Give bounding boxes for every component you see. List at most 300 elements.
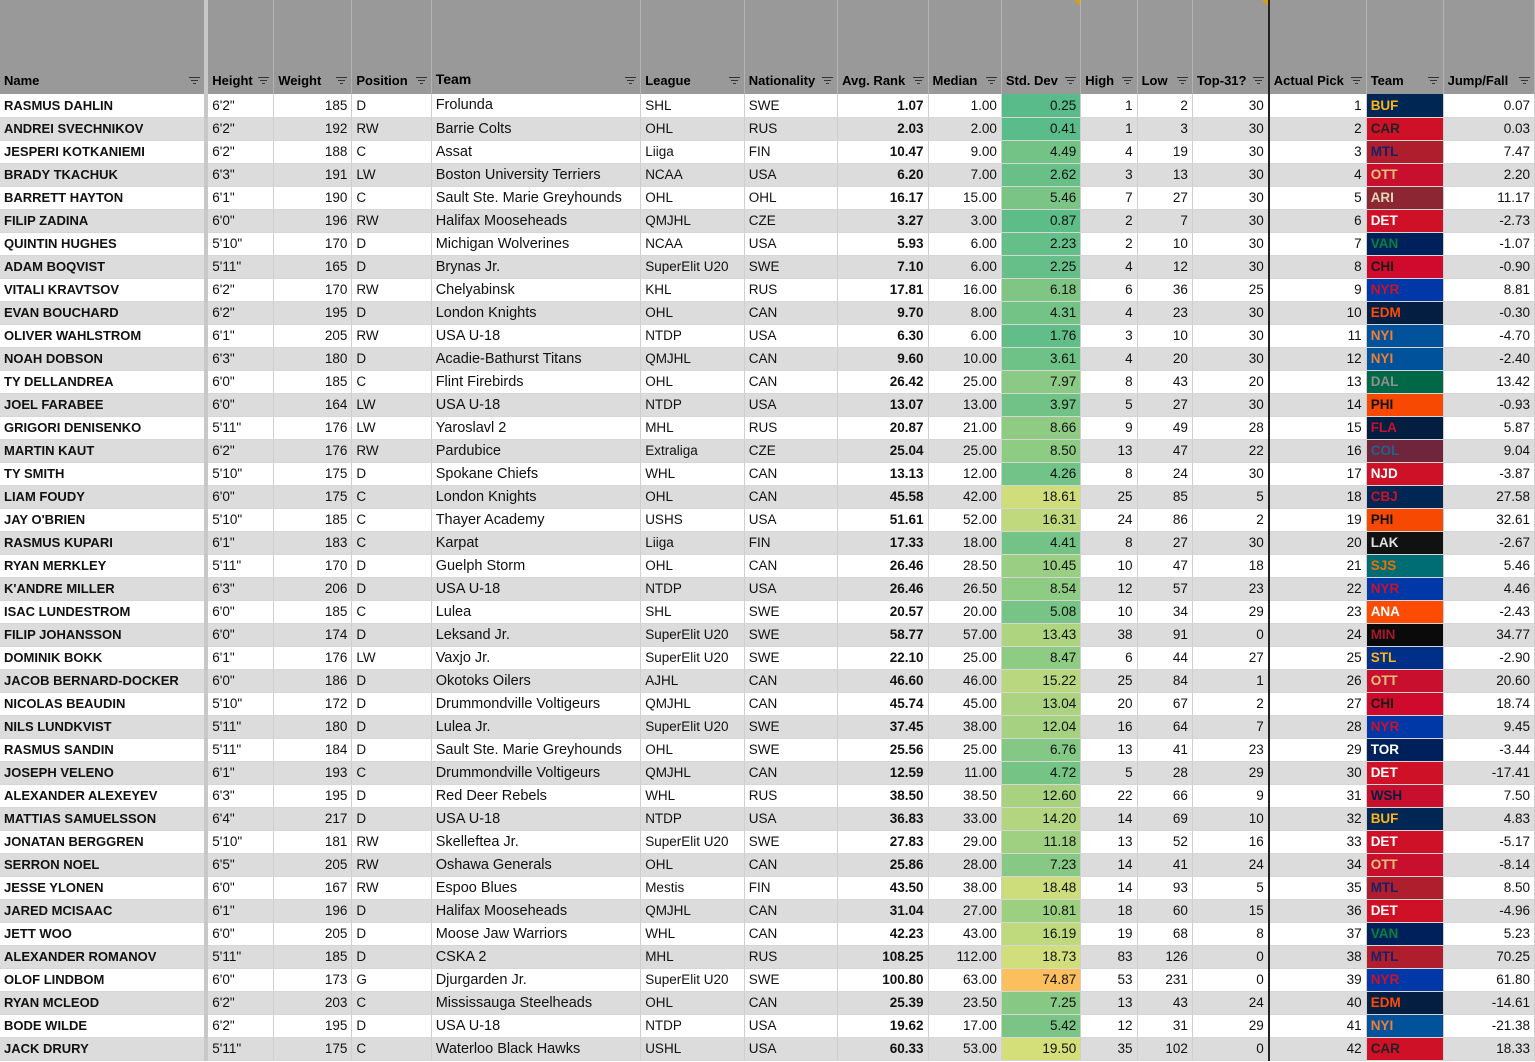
filter-icon[interactable] xyxy=(729,77,740,85)
cell-name[interactable]: RYAN MCLEOD xyxy=(0,991,206,1014)
cell-nationality[interactable]: USA xyxy=(744,163,837,186)
cell-team[interactable]: Drummondville Voltigeurs xyxy=(431,692,640,715)
cell-name[interactable]: FILIP JOHANSSON xyxy=(0,623,206,646)
table-row[interactable] xyxy=(0,692,1535,715)
cell-top31[interactable]: 30 xyxy=(1192,163,1268,186)
cell-avg-rank[interactable]: 17.81 xyxy=(838,278,928,301)
cell-low[interactable]: 52 xyxy=(1137,830,1192,853)
cell-position[interactable]: D xyxy=(352,94,431,117)
cell-top31[interactable]: 30 xyxy=(1192,255,1268,278)
cell-team[interactable]: Moose Jaw Warriors xyxy=(431,922,640,945)
cell-weight[interactable]: 176 xyxy=(274,416,352,439)
cell-nationality[interactable]: CAN xyxy=(744,554,837,577)
table-row[interactable] xyxy=(0,1014,1535,1037)
cell-league[interactable]: NTDP xyxy=(641,1014,745,1037)
cell-std-dev[interactable]: 8.50 xyxy=(1001,439,1080,462)
column-header-name[interactable] xyxy=(0,0,206,94)
cell-high[interactable]: 3 xyxy=(1081,324,1137,347)
cell-high[interactable]: 8 xyxy=(1081,531,1137,554)
table-row[interactable] xyxy=(0,577,1535,600)
cell-name[interactable]: K'ANDRE MILLER xyxy=(0,577,206,600)
cell-weight[interactable]: 186 xyxy=(274,669,352,692)
cell-nhl-team[interactable]: DAL xyxy=(1366,370,1443,393)
cell-team[interactable]: Barrie Colts xyxy=(431,117,640,140)
cell-avg-rank[interactable]: 36.83 xyxy=(838,807,928,830)
cell-height[interactable]: 6'0" xyxy=(206,370,273,393)
cell-position[interactable]: D xyxy=(352,669,431,692)
cell-league[interactable]: USHS xyxy=(641,508,745,531)
cell-nhl-team[interactable]: CHI xyxy=(1366,692,1443,715)
cell-high[interactable]: 13 xyxy=(1081,830,1137,853)
cell-low[interactable]: 36 xyxy=(1137,278,1192,301)
cell-std-dev[interactable]: 2.62 xyxy=(1001,163,1080,186)
cell-league[interactable]: QMJHL xyxy=(641,761,745,784)
cell-avg-rank[interactable]: 1.07 xyxy=(838,94,928,117)
table-row[interactable] xyxy=(0,761,1535,784)
cell-top31[interactable]: 0 xyxy=(1192,1037,1268,1060)
cell-high[interactable]: 12 xyxy=(1081,1014,1137,1037)
cell-position[interactable]: C xyxy=(352,140,431,163)
cell-height[interactable]: 6'0" xyxy=(206,968,273,991)
cell-avg-rank[interactable]: 58.77 xyxy=(838,623,928,646)
cell-top31[interactable]: 0 xyxy=(1192,945,1268,968)
cell-top31[interactable]: 24 xyxy=(1192,991,1268,1014)
cell-jump-fall[interactable]: 5.46 xyxy=(1443,554,1534,577)
cell-weight[interactable]: 205 xyxy=(274,853,352,876)
table-row[interactable] xyxy=(0,163,1535,186)
cell-league[interactable]: NTDP xyxy=(641,393,745,416)
cell-actual-pick[interactable]: 6 xyxy=(1269,209,1366,232)
cell-position[interactable]: D xyxy=(352,899,431,922)
cell-high[interactable]: 13 xyxy=(1081,738,1137,761)
cell-nhl-team[interactable]: NYI xyxy=(1366,347,1443,370)
cell-median[interactable]: 25.00 xyxy=(928,738,1001,761)
cell-median[interactable]: 42.00 xyxy=(928,485,1001,508)
cell-position[interactable]: RW xyxy=(352,439,431,462)
cell-avg-rank[interactable]: 108.25 xyxy=(838,945,928,968)
cell-nationality[interactable]: USA xyxy=(744,1014,837,1037)
cell-weight[interactable]: 205 xyxy=(274,324,352,347)
cell-avg-rank[interactable]: 6.20 xyxy=(838,163,928,186)
cell-weight[interactable]: 190 xyxy=(274,186,352,209)
table-row[interactable] xyxy=(0,1037,1535,1060)
cell-height[interactable]: 6'0" xyxy=(206,922,273,945)
cell-low[interactable]: 68 xyxy=(1137,922,1192,945)
cell-league[interactable]: NCAA xyxy=(641,163,745,186)
cell-height[interactable]: 6'0" xyxy=(206,623,273,646)
cell-nationality[interactable]: CAN xyxy=(744,853,837,876)
cell-std-dev[interactable]: 7.25 xyxy=(1001,991,1080,1014)
cell-height[interactable]: 6'0" xyxy=(206,393,273,416)
cell-jump-fall[interactable]: -4.70 xyxy=(1443,324,1534,347)
cell-high[interactable]: 4 xyxy=(1081,347,1137,370)
cell-low[interactable]: 27 xyxy=(1137,531,1192,554)
cell-nhl-team[interactable]: STL xyxy=(1366,646,1443,669)
cell-nhl-team[interactable]: NYI xyxy=(1366,1014,1443,1037)
cell-low[interactable]: 20 xyxy=(1137,347,1192,370)
cell-team[interactable]: CSKA 2 xyxy=(431,945,640,968)
cell-nhl-team[interactable]: NYR xyxy=(1366,715,1443,738)
cell-position[interactable]: D xyxy=(352,784,431,807)
column-header-weight[interactable] xyxy=(274,0,352,94)
cell-team[interactable]: Frolunda xyxy=(431,94,640,117)
cell-height[interactable]: 6'3" xyxy=(206,577,273,600)
cell-median[interactable]: 10.00 xyxy=(928,347,1001,370)
cell-position[interactable]: LW xyxy=(352,163,431,186)
cell-top31[interactable]: 25 xyxy=(1192,278,1268,301)
cell-nationality[interactable]: USA xyxy=(744,1037,837,1060)
cell-top31[interactable]: 30 xyxy=(1192,140,1268,163)
cell-height[interactable]: 6'0" xyxy=(206,209,273,232)
cell-jump-fall[interactable]: 8.81 xyxy=(1443,278,1534,301)
cell-top31[interactable]: 20 xyxy=(1192,370,1268,393)
cell-nationality[interactable]: USA xyxy=(744,324,837,347)
cell-league[interactable]: OHL xyxy=(641,370,745,393)
cell-weight[interactable]: 165 xyxy=(274,255,352,278)
cell-avg-rank[interactable]: 13.13 xyxy=(838,462,928,485)
cell-high[interactable]: 1 xyxy=(1081,117,1137,140)
cell-position[interactable]: LW xyxy=(352,416,431,439)
cell-actual-pick[interactable]: 15 xyxy=(1269,416,1366,439)
cell-weight[interactable]: 183 xyxy=(274,531,352,554)
cell-position[interactable]: D xyxy=(352,255,431,278)
cell-jump-fall[interactable]: -2.67 xyxy=(1443,531,1534,554)
cell-weight[interactable]: 196 xyxy=(274,899,352,922)
cell-nationality[interactable]: CAN xyxy=(744,761,837,784)
cell-high[interactable]: 5 xyxy=(1081,761,1137,784)
cell-name[interactable]: SERRON NOEL xyxy=(0,853,206,876)
table-row[interactable] xyxy=(0,255,1535,278)
cell-jump-fall[interactable]: -0.90 xyxy=(1443,255,1534,278)
cell-high[interactable]: 16 xyxy=(1081,715,1137,738)
cell-low[interactable]: 231 xyxy=(1137,968,1192,991)
cell-high[interactable]: 3 xyxy=(1081,163,1137,186)
cell-weight[interactable]: 170 xyxy=(274,278,352,301)
cell-avg-rank[interactable]: 51.61 xyxy=(838,508,928,531)
cell-height[interactable]: 6'0" xyxy=(206,485,273,508)
table-row[interactable] xyxy=(0,853,1535,876)
cell-low[interactable]: 7 xyxy=(1137,209,1192,232)
cell-jump-fall[interactable]: 20.60 xyxy=(1443,669,1534,692)
filter-icon[interactable] xyxy=(986,77,997,85)
cell-high[interactable]: 7 xyxy=(1081,186,1137,209)
cell-height[interactable]: 6'2" xyxy=(206,1014,273,1037)
cell-low[interactable]: 41 xyxy=(1137,738,1192,761)
cell-low[interactable]: 93 xyxy=(1137,876,1192,899)
table-row[interactable] xyxy=(0,94,1535,117)
cell-avg-rank[interactable]: 20.57 xyxy=(838,600,928,623)
cell-name[interactable]: OLOF LINDBOM xyxy=(0,968,206,991)
cell-median[interactable]: 26.50 xyxy=(928,577,1001,600)
cell-median[interactable]: 7.00 xyxy=(928,163,1001,186)
cell-actual-pick[interactable]: 19 xyxy=(1269,508,1366,531)
cell-jump-fall[interactable]: -5.17 xyxy=(1443,830,1534,853)
cell-jump-fall[interactable]: -2.43 xyxy=(1443,600,1534,623)
cell-top31[interactable]: 30 xyxy=(1192,186,1268,209)
cell-high[interactable]: 83 xyxy=(1081,945,1137,968)
cell-nhl-team[interactable]: LAK xyxy=(1366,531,1443,554)
cell-median[interactable]: 112.00 xyxy=(928,945,1001,968)
cell-actual-pick[interactable]: 39 xyxy=(1269,968,1366,991)
cell-league[interactable]: SuperElit U20 xyxy=(641,646,745,669)
cell-height[interactable]: 6'1" xyxy=(206,186,273,209)
column-header-league[interactable] xyxy=(641,0,745,94)
cell-height[interactable]: 6'1" xyxy=(206,761,273,784)
cell-name[interactable]: TY DELLANDREA xyxy=(0,370,206,393)
cell-weight[interactable]: 170 xyxy=(274,232,352,255)
cell-height[interactable]: 5'10" xyxy=(206,462,273,485)
cell-avg-rank[interactable]: 27.83 xyxy=(838,830,928,853)
table-row[interactable] xyxy=(0,899,1535,922)
cell-team[interactable]: Chelyabinsk xyxy=(431,278,640,301)
cell-median[interactable]: 33.00 xyxy=(928,807,1001,830)
cell-weight[interactable]: 192 xyxy=(274,117,352,140)
cell-weight[interactable]: 173 xyxy=(274,968,352,991)
cell-nhl-team[interactable]: MTL xyxy=(1366,945,1443,968)
cell-low[interactable]: 66 xyxy=(1137,784,1192,807)
cell-low[interactable]: 13 xyxy=(1137,163,1192,186)
cell-position[interactable]: LW xyxy=(352,393,431,416)
cell-name[interactable]: FILIP ZADINA xyxy=(0,209,206,232)
cell-actual-pick[interactable]: 12 xyxy=(1269,347,1366,370)
cell-low[interactable]: 12 xyxy=(1137,255,1192,278)
cell-jump-fall[interactable]: -17.41 xyxy=(1443,761,1534,784)
cell-low[interactable]: 102 xyxy=(1137,1037,1192,1060)
cell-position[interactable]: D xyxy=(352,577,431,600)
cell-jump-fall[interactable]: -2.73 xyxy=(1443,209,1534,232)
cell-top31[interactable]: 23 xyxy=(1192,577,1268,600)
cell-name[interactable]: RASMUS DAHLIN xyxy=(0,94,206,117)
table-row[interactable] xyxy=(0,347,1535,370)
cell-high[interactable]: 12 xyxy=(1081,577,1137,600)
cell-std-dev[interactable]: 18.61 xyxy=(1001,485,1080,508)
cell-jump-fall[interactable]: 4.46 xyxy=(1443,577,1534,600)
table-row[interactable] xyxy=(0,669,1535,692)
cell-league[interactable]: SuperElit U20 xyxy=(641,715,745,738)
cell-name[interactable]: BODE WILDE xyxy=(0,1014,206,1037)
cell-top31[interactable]: 23 xyxy=(1192,738,1268,761)
cell-low[interactable]: 86 xyxy=(1137,508,1192,531)
cell-median[interactable]: 2.00 xyxy=(928,117,1001,140)
cell-nhl-team[interactable]: WSH xyxy=(1366,784,1443,807)
cell-high[interactable]: 24 xyxy=(1081,508,1137,531)
column-header-nhl-team[interactable] xyxy=(1366,0,1443,94)
cell-nhl-team[interactable]: DET xyxy=(1366,761,1443,784)
cell-actual-pick[interactable]: 4 xyxy=(1269,163,1366,186)
cell-nationality[interactable]: SWE xyxy=(744,738,837,761)
cell-team[interactable]: Karpat xyxy=(431,531,640,554)
cell-height[interactable]: 6'3" xyxy=(206,784,273,807)
cell-actual-pick[interactable]: 30 xyxy=(1269,761,1366,784)
cell-avg-rank[interactable]: 31.04 xyxy=(838,899,928,922)
cell-top31[interactable]: 30 xyxy=(1192,347,1268,370)
table-row[interactable] xyxy=(0,485,1535,508)
cell-top31[interactable]: 29 xyxy=(1192,761,1268,784)
cell-actual-pick[interactable]: 34 xyxy=(1269,853,1366,876)
cell-high[interactable]: 6 xyxy=(1081,646,1137,669)
cell-std-dev[interactable]: 4.26 xyxy=(1001,462,1080,485)
cell-actual-pick[interactable]: 40 xyxy=(1269,991,1366,1014)
cell-low[interactable]: 10 xyxy=(1137,324,1192,347)
cell-avg-rank[interactable]: 10.47 xyxy=(838,140,928,163)
cell-weight[interactable]: 196 xyxy=(274,209,352,232)
cell-league[interactable]: NCAA xyxy=(641,232,745,255)
cell-median[interactable]: 13.00 xyxy=(928,393,1001,416)
cell-high[interactable]: 22 xyxy=(1081,784,1137,807)
cell-name[interactable]: NOAH DOBSON xyxy=(0,347,206,370)
table-row[interactable] xyxy=(0,715,1535,738)
cell-height[interactable]: 6'3" xyxy=(206,163,273,186)
cell-low[interactable]: 27 xyxy=(1137,186,1192,209)
cell-top31[interactable]: 0 xyxy=(1192,623,1268,646)
cell-height[interactable]: 6'2" xyxy=(206,301,273,324)
cell-low[interactable]: 10 xyxy=(1137,232,1192,255)
cell-low[interactable]: 43 xyxy=(1137,370,1192,393)
cell-jump-fall[interactable]: 2.20 xyxy=(1443,163,1534,186)
cell-nationality[interactable]: CAN xyxy=(744,922,837,945)
cell-league[interactable]: SuperElit U20 xyxy=(641,623,745,646)
cell-nationality[interactable]: SWE xyxy=(744,600,837,623)
cell-avg-rank[interactable]: 16.17 xyxy=(838,186,928,209)
cell-std-dev[interactable]: 2.25 xyxy=(1001,255,1080,278)
cell-low[interactable]: 23 xyxy=(1137,301,1192,324)
cell-height[interactable]: 6'2" xyxy=(206,278,273,301)
cell-std-dev[interactable]: 0.25 xyxy=(1001,94,1080,117)
cell-height[interactable]: 6'1" xyxy=(206,324,273,347)
cell-std-dev[interactable]: 4.49 xyxy=(1001,140,1080,163)
cell-weight[interactable]: 206 xyxy=(274,577,352,600)
cell-nhl-team[interactable]: EDM xyxy=(1366,301,1443,324)
cell-std-dev[interactable]: 3.61 xyxy=(1001,347,1080,370)
filter-icon[interactable] xyxy=(822,77,833,85)
cell-jump-fall[interactable]: -3.44 xyxy=(1443,738,1534,761)
cell-jump-fall[interactable]: 9.04 xyxy=(1443,439,1534,462)
cell-top31[interactable]: 30 xyxy=(1192,209,1268,232)
cell-position[interactable]: RW xyxy=(352,830,431,853)
cell-nationality[interactable]: SWE xyxy=(744,94,837,117)
cell-nationality[interactable]: CAN xyxy=(744,669,837,692)
cell-avg-rank[interactable]: 26.42 xyxy=(838,370,928,393)
cell-high[interactable]: 1 xyxy=(1081,94,1137,117)
cell-team[interactable]: London Knights xyxy=(431,485,640,508)
cell-league[interactable]: OHL xyxy=(641,485,745,508)
cell-nationality[interactable]: CAN xyxy=(744,462,837,485)
table-row[interactable] xyxy=(0,209,1535,232)
cell-height[interactable]: 5'10" xyxy=(206,692,273,715)
cell-actual-pick[interactable]: 37 xyxy=(1269,922,1366,945)
cell-position[interactable]: C xyxy=(352,370,431,393)
table-row[interactable] xyxy=(0,301,1535,324)
cell-high[interactable]: 18 xyxy=(1081,899,1137,922)
cell-league[interactable]: MHL xyxy=(641,416,745,439)
cell-league[interactable]: Liiga xyxy=(641,531,745,554)
cell-name[interactable]: ADAM BOQVIST xyxy=(0,255,206,278)
cell-name[interactable]: VITALI KRAVTSOV xyxy=(0,278,206,301)
cell-position[interactable]: C xyxy=(352,485,431,508)
cell-league[interactable]: QMJHL xyxy=(641,692,745,715)
cell-avg-rank[interactable]: 42.23 xyxy=(838,922,928,945)
cell-team[interactable]: Skelleftea Jr. xyxy=(431,830,640,853)
cell-top31[interactable]: 28 xyxy=(1192,416,1268,439)
cell-std-dev[interactable]: 74.87 xyxy=(1001,968,1080,991)
cell-team[interactable]: Djurgarden Jr. xyxy=(431,968,640,991)
cell-median[interactable]: 6.00 xyxy=(928,232,1001,255)
cell-jump-fall[interactable]: -8.14 xyxy=(1443,853,1534,876)
cell-std-dev[interactable]: 10.45 xyxy=(1001,554,1080,577)
cell-median[interactable]: 9.00 xyxy=(928,140,1001,163)
cell-avg-rank[interactable]: 43.50 xyxy=(838,876,928,899)
cell-name[interactable]: JESPERI KOTKANIEMI xyxy=(0,140,206,163)
cell-avg-rank[interactable]: 25.39 xyxy=(838,991,928,1014)
cell-median[interactable]: 28.50 xyxy=(928,554,1001,577)
cell-top31[interactable]: 29 xyxy=(1192,1014,1268,1037)
cell-team[interactable]: Sault Ste. Marie Greyhounds xyxy=(431,738,640,761)
cell-high[interactable]: 5 xyxy=(1081,393,1137,416)
cell-nhl-team[interactable]: ANA xyxy=(1366,600,1443,623)
cell-top31[interactable]: 30 xyxy=(1192,94,1268,117)
cell-low[interactable]: 49 xyxy=(1137,416,1192,439)
cell-median[interactable]: 23.50 xyxy=(928,991,1001,1014)
cell-weight[interactable]: 195 xyxy=(274,784,352,807)
table-row[interactable] xyxy=(0,324,1535,347)
cell-league[interactable]: OHL xyxy=(641,853,745,876)
cell-actual-pick[interactable]: 28 xyxy=(1269,715,1366,738)
cell-league[interactable]: NTDP xyxy=(641,577,745,600)
table-row[interactable] xyxy=(0,554,1535,577)
table-row[interactable] xyxy=(0,117,1535,140)
cell-jump-fall[interactable]: 7.50 xyxy=(1443,784,1534,807)
cell-median[interactable]: 38.50 xyxy=(928,784,1001,807)
filter-icon[interactable] xyxy=(416,77,427,85)
cell-weight[interactable]: 185 xyxy=(274,600,352,623)
cell-nhl-team[interactable]: BUF xyxy=(1366,94,1443,117)
cell-actual-pick[interactable]: 27 xyxy=(1269,692,1366,715)
cell-jump-fall[interactable]: 34.77 xyxy=(1443,623,1534,646)
cell-nationality[interactable]: CZE xyxy=(744,439,837,462)
cell-jump-fall[interactable]: 9.45 xyxy=(1443,715,1534,738)
cell-team[interactable]: Sault Ste. Marie Greyhounds xyxy=(431,186,640,209)
cell-low[interactable]: 28 xyxy=(1137,761,1192,784)
cell-std-dev[interactable]: 15.22 xyxy=(1001,669,1080,692)
table-row[interactable] xyxy=(0,531,1535,554)
cell-top31[interactable]: 10 xyxy=(1192,807,1268,830)
filter-icon[interactable] xyxy=(1177,77,1188,85)
cell-nationality[interactable]: CZE xyxy=(744,209,837,232)
cell-name[interactable]: RASMUS KUPARI xyxy=(0,531,206,554)
cell-height[interactable]: 5'11" xyxy=(206,945,273,968)
cell-std-dev[interactable]: 5.46 xyxy=(1001,186,1080,209)
cell-team[interactable]: Yaroslavl 2 xyxy=(431,416,640,439)
cell-std-dev[interactable]: 12.04 xyxy=(1001,715,1080,738)
cell-std-dev[interactable]: 13.04 xyxy=(1001,692,1080,715)
cell-median[interactable]: 20.00 xyxy=(928,600,1001,623)
cell-jump-fall[interactable]: -0.93 xyxy=(1443,393,1534,416)
filter-icon[interactable] xyxy=(625,77,636,85)
cell-median[interactable]: 1.00 xyxy=(928,94,1001,117)
cell-std-dev[interactable]: 4.31 xyxy=(1001,301,1080,324)
cell-position[interactable]: D xyxy=(352,715,431,738)
cell-avg-rank[interactable]: 45.58 xyxy=(838,485,928,508)
column-header-nationality[interactable] xyxy=(744,0,837,94)
cell-nationality[interactable]: CAN xyxy=(744,899,837,922)
cell-avg-rank[interactable]: 3.27 xyxy=(838,209,928,232)
cell-height[interactable]: 6'1" xyxy=(206,899,273,922)
cell-high[interactable]: 53 xyxy=(1081,968,1137,991)
cell-league[interactable]: WHL xyxy=(641,922,745,945)
cell-median[interactable]: 18.00 xyxy=(928,531,1001,554)
cell-name[interactable]: NILS LUNDKVIST xyxy=(0,715,206,738)
cell-position[interactable]: D xyxy=(352,738,431,761)
